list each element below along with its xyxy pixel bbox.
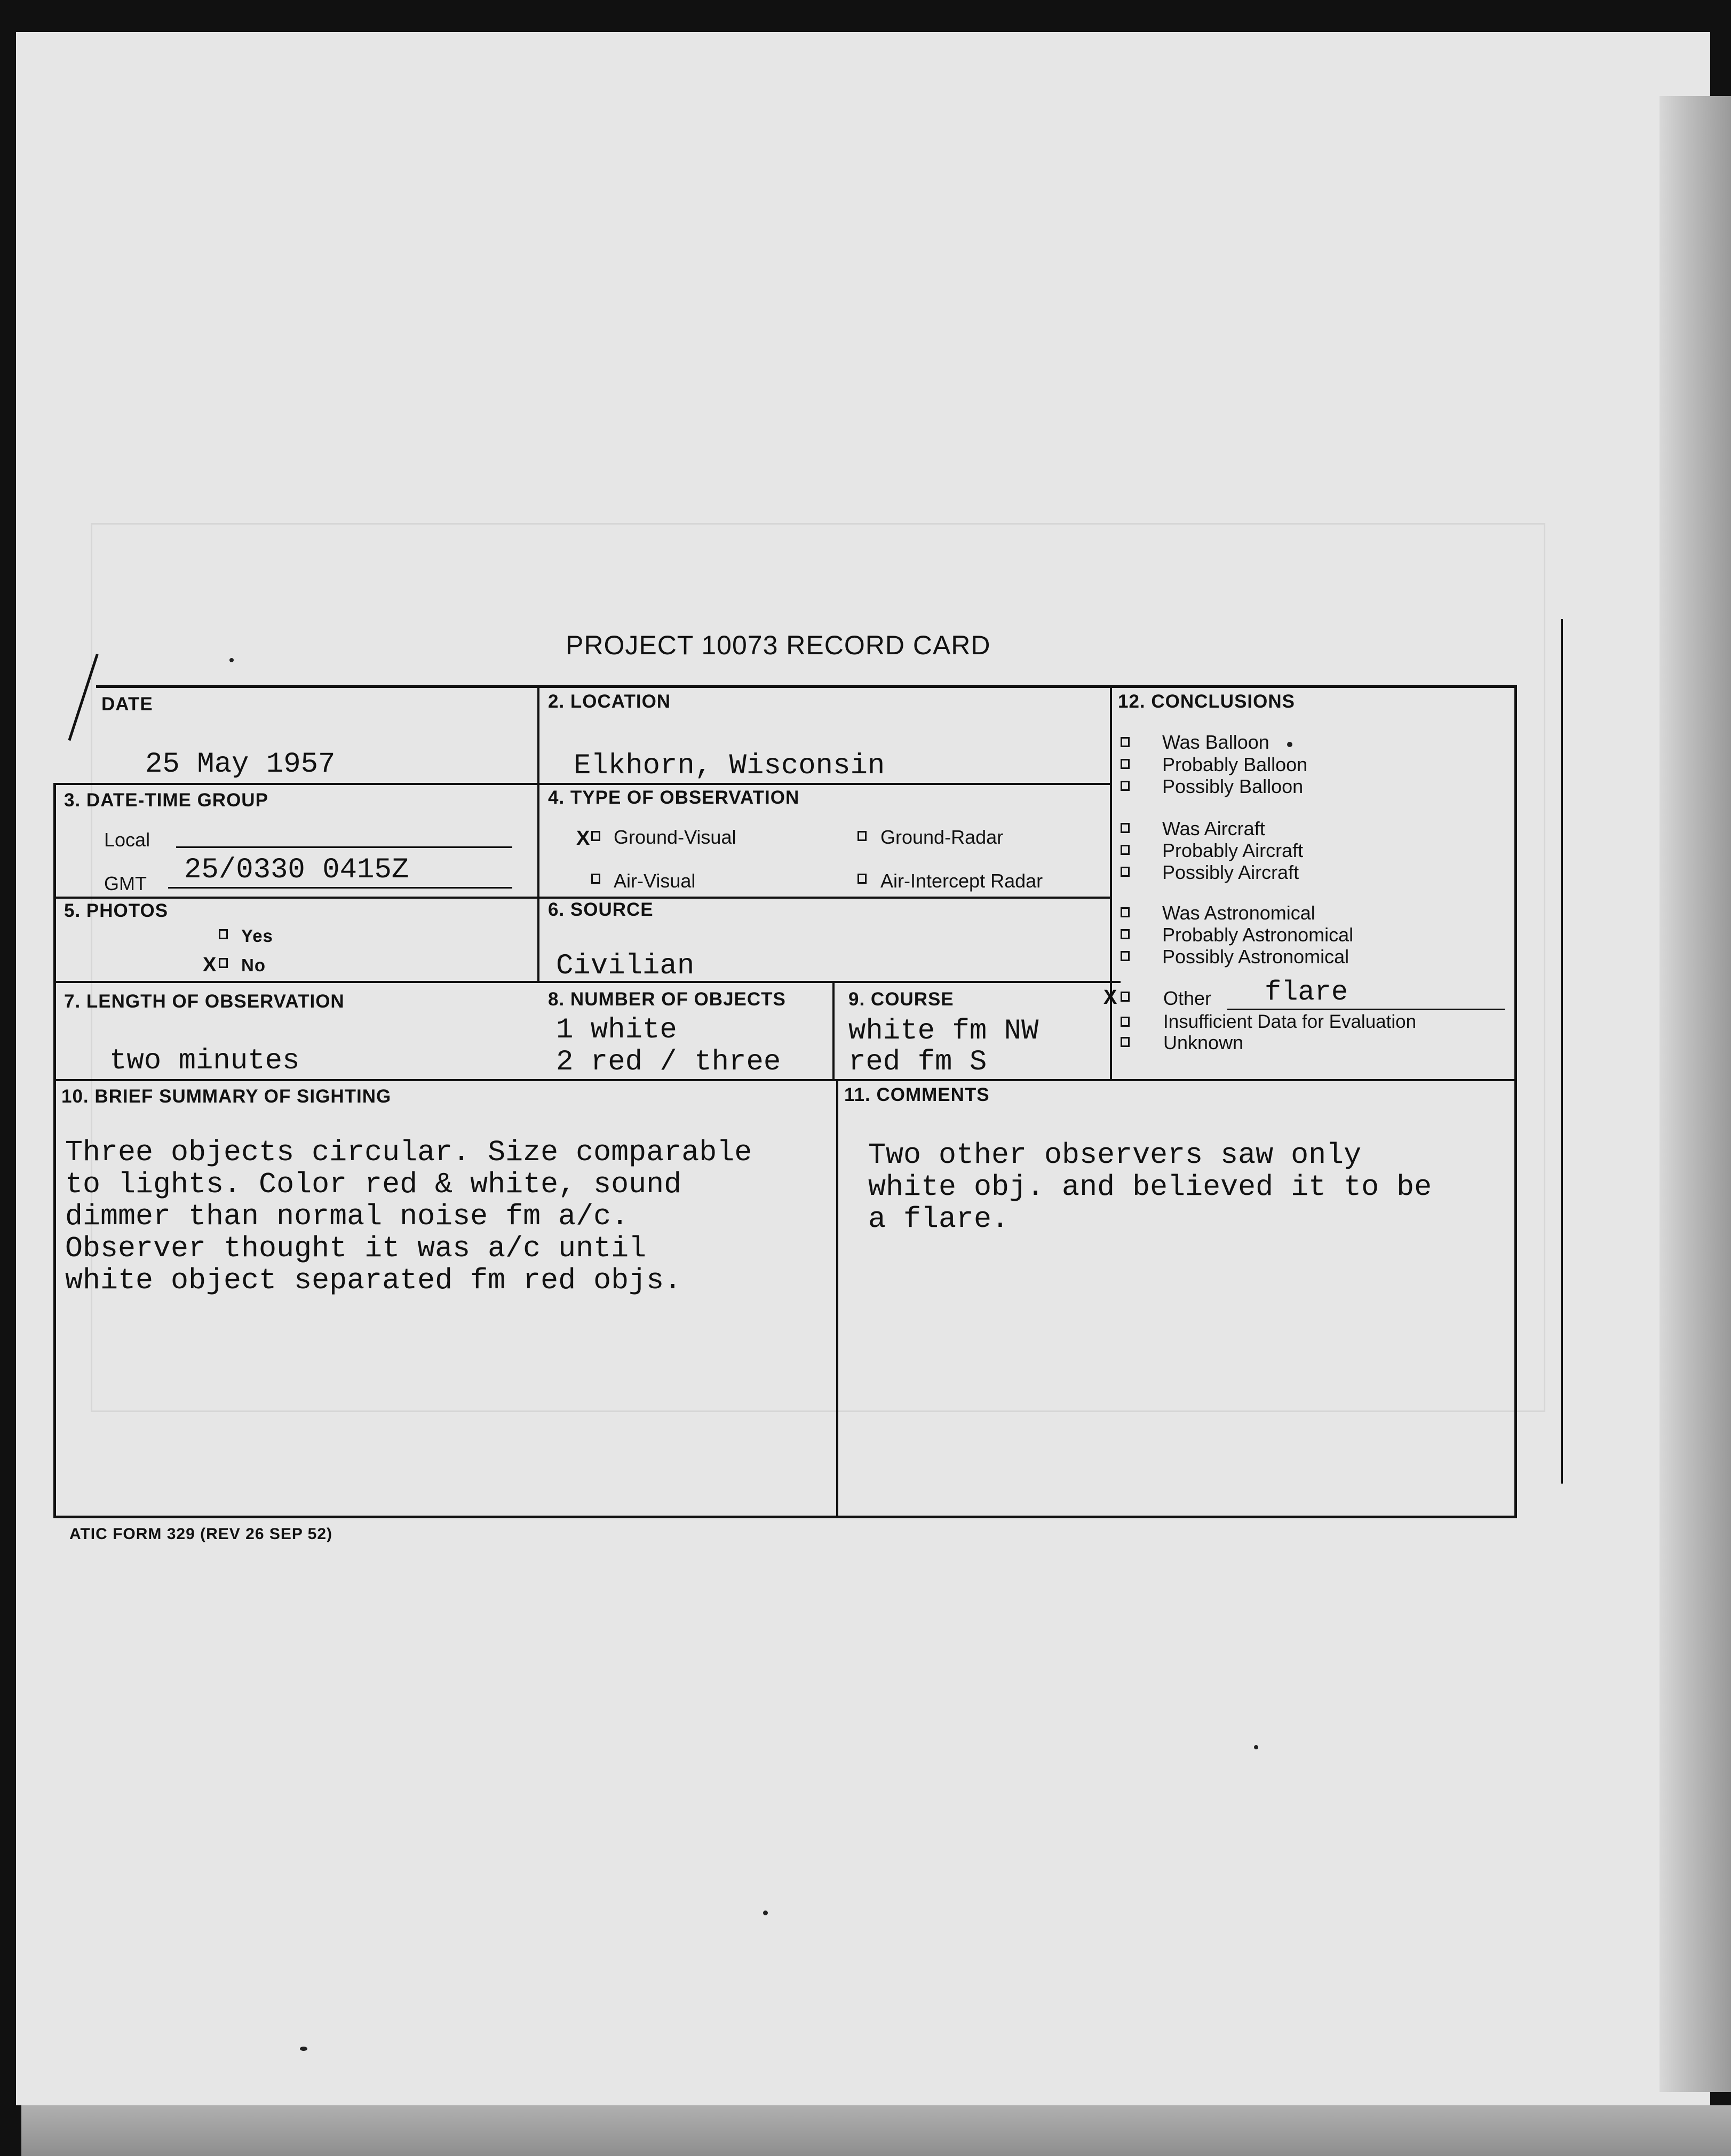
was-aircraft-checkbox[interactable] — [1121, 823, 1130, 833]
card-right-border — [1514, 685, 1517, 1518]
source-label: 6. SOURCE — [548, 899, 654, 920]
possibly-aircraft-checkbox[interactable] — [1121, 867, 1130, 877]
course-label: 9. COURSE — [848, 989, 954, 1010]
other-option: Other — [1163, 987, 1212, 1009]
dust-speck — [229, 658, 234, 662]
unknown-checkbox[interactable] — [1121, 1037, 1130, 1047]
length-of-observation-value: two minutes — [109, 1045, 300, 1077]
dust-speck — [1287, 742, 1292, 747]
divider-col-conclusions — [1110, 685, 1112, 1080]
conclusions-label: 12. CONCLUSIONS — [1118, 691, 1295, 712]
probably-aircraft-checkbox[interactable] — [1121, 845, 1130, 855]
dust-speck — [763, 1911, 768, 1915]
possibly-aircraft-option: Possibly Aircraft — [1162, 861, 1299, 883]
card-title: PROJECT 10073 RECORD CARD — [566, 630, 991, 660]
possibly-astronomical-option: Possibly Astronomical — [1162, 946, 1349, 968]
form-number: ATIC FORM 329 (REV 26 SEP 52) — [69, 1525, 333, 1543]
ground-radar-checkbox[interactable] — [857, 831, 867, 841]
paper-edge-shadow — [1659, 96, 1731, 2092]
number-of-objects-label: 8. NUMBER OF OBJECTS — [548, 989, 786, 1010]
date-value: 25 May 1957 — [145, 748, 336, 781]
number-of-objects-line-1: 1 white — [556, 1014, 677, 1047]
observation-type-label: 4. TYPE OF OBSERVATION — [548, 787, 800, 808]
divider-course-left — [832, 981, 835, 1080]
other-x-mark: X — [1103, 986, 1117, 1009]
divider-row-2 — [53, 897, 1111, 899]
probably-balloon-checkbox[interactable] — [1121, 759, 1130, 769]
photos-no-option: No — [241, 955, 266, 975]
other-checkbox[interactable] — [1121, 992, 1130, 1002]
air-intercept-radar-checkbox[interactable] — [857, 874, 867, 884]
air-visual-option: Air-Visual — [614, 870, 696, 892]
divider-summary-comments — [836, 1079, 838, 1517]
insufficient-data-checkbox[interactable] — [1121, 1017, 1130, 1027]
summary-line: to lights. Color red & white, sound — [65, 1168, 682, 1201]
possibly-balloon-checkbox[interactable] — [1121, 781, 1130, 791]
was-astronomical-checkbox[interactable] — [1121, 907, 1130, 917]
probably-balloon-option: Probably Balloon — [1162, 754, 1308, 775]
air-intercept-radar-option: Air-Intercept Radar — [880, 870, 1043, 892]
gmt-time-value: 25/0330 0415Z — [184, 854, 409, 886]
summary-line: Observer thought it was a/c until — [65, 1232, 647, 1265]
was-balloon-option: Was Balloon — [1162, 731, 1269, 753]
photos-yes-checkbox[interactable] — [219, 929, 228, 939]
air-visual-checkbox[interactable] — [591, 874, 600, 884]
course-line-2: red fm S — [848, 1046, 987, 1079]
card-left-border — [53, 784, 56, 1518]
ground-radar-option: Ground-Radar — [880, 826, 1004, 848]
card-bottom-border — [53, 1516, 1517, 1518]
was-balloon-checkbox[interactable] — [1121, 737, 1130, 747]
comments-line: Two other observers saw only — [868, 1138, 1362, 1172]
photos-no-checkbox[interactable] — [219, 958, 228, 968]
summary-label: 10. BRIEF SUMMARY OF SIGHTING — [61, 1086, 392, 1107]
unknown-option: Unknown — [1163, 1032, 1244, 1053]
comments-line: a flare. — [868, 1202, 1010, 1236]
comments-line: white obj. and believed it to be — [868, 1170, 1432, 1204]
divider-col-1 — [537, 685, 539, 981]
course-line-1: white fm NW — [848, 1015, 1039, 1048]
probably-astronomical-checkbox[interactable] — [1121, 929, 1130, 939]
dust-speck — [1254, 1745, 1258, 1749]
probably-astronomical-option: Probably Astronomical — [1162, 924, 1354, 946]
local-time-line — [176, 846, 512, 848]
summary-line: dimmer than normal noise fm a/c. — [65, 1200, 629, 1233]
summary-line: Three objects circular. Size comparable — [65, 1136, 752, 1169]
ground-visual-option: Ground-Visual — [614, 826, 736, 848]
probably-aircraft-option: Probably Aircraft — [1162, 839, 1304, 861]
dust-speck — [300, 2047, 307, 2051]
paper-bottom-shadow — [21, 2105, 1731, 2156]
gmt-time-line — [168, 887, 512, 889]
insufficient-data-option: Insufficient Data for Evaluation — [1163, 1011, 1417, 1032]
length-of-observation-label: 7. LENGTH OF OBSERVATION — [64, 991, 345, 1012]
local-time-label: Local — [104, 829, 150, 851]
divider-row-1 — [53, 783, 1111, 785]
date-time-group-label: 3. DATE-TIME GROUP — [64, 790, 268, 811]
possibly-balloon-option: Possibly Balloon — [1162, 775, 1304, 797]
divider-row-4 — [53, 1079, 1517, 1081]
date-label: DATE — [101, 694, 153, 715]
ground-visual-x-mark: X — [576, 827, 590, 850]
card-outer-right-line — [1561, 619, 1563, 1484]
was-astronomical-option: Was Astronomical — [1162, 902, 1315, 924]
was-aircraft-option: Was Aircraft — [1162, 818, 1265, 839]
comments-text — [868, 1139, 1432, 1235]
card-top-border — [96, 685, 1515, 688]
comments-label: 11. COMMENTS — [844, 1084, 990, 1105]
photos-no-x-mark: X — [203, 954, 217, 976]
location-value: Elkhorn, Wisconsin — [574, 750, 885, 782]
summary-line: white object separated fm red objs. — [65, 1264, 682, 1297]
possibly-astronomical-checkbox[interactable] — [1121, 951, 1130, 961]
source-value: Civilian — [556, 950, 695, 982]
other-conclusion-value: flare — [1265, 977, 1348, 1008]
location-label: 2. LOCATION — [548, 691, 671, 712]
photos-label: 5. PHOTOS — [64, 900, 169, 921]
ground-visual-checkbox[interactable] — [591, 831, 600, 841]
gmt-time-label: GMT — [104, 873, 147, 894]
summary-text — [65, 1137, 752, 1297]
photos-yes-option: Yes — [241, 926, 273, 946]
number-of-objects-line-2: 2 red / three — [556, 1046, 781, 1079]
other-conclusion-line — [1227, 1009, 1505, 1010]
